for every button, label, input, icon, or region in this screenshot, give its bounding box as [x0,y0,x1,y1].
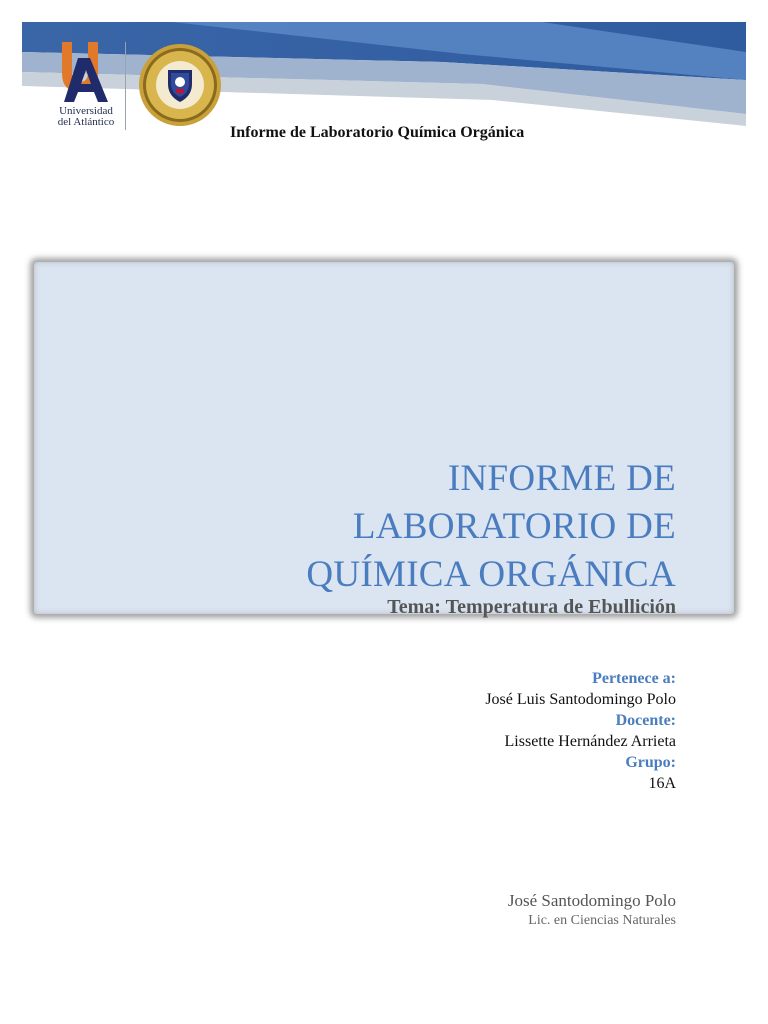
logo-divider [125,42,126,130]
group-value: 16A [648,775,676,792]
teacher-value: Lissette Hernández Arrieta [504,733,676,750]
author-block [508,890,676,930]
main-title [156,455,676,599]
info-block [276,668,676,794]
teacher-label: Docente: [615,712,676,729]
belongs-value: José Luis Santodomingo Polo [485,691,676,708]
university-logo [50,40,118,130]
author-name: José Santodomingo Polo [507,891,676,910]
subtitle: Tema: Temperatura de Ebullición [387,596,676,618]
main-title-line: INFORME DE [447,458,676,499]
university-logo-text: Universidad del Atlántico [57,105,115,128]
seal-icon [137,42,223,128]
header-title: Informe de Laboratorio Química Orgánica [230,124,525,141]
accreditation-seal [137,42,223,128]
main-title-line: QUÍMICA ORGÁNICA [306,554,676,595]
belongs-label: Pertenece a: [592,670,676,687]
main-title-line: LABORATORIO DE [352,506,676,547]
author-role: Lic. en Ciencias Naturales [528,913,676,928]
ua-monogram-icon [56,40,112,104]
group-label: Grupo: [625,754,676,771]
